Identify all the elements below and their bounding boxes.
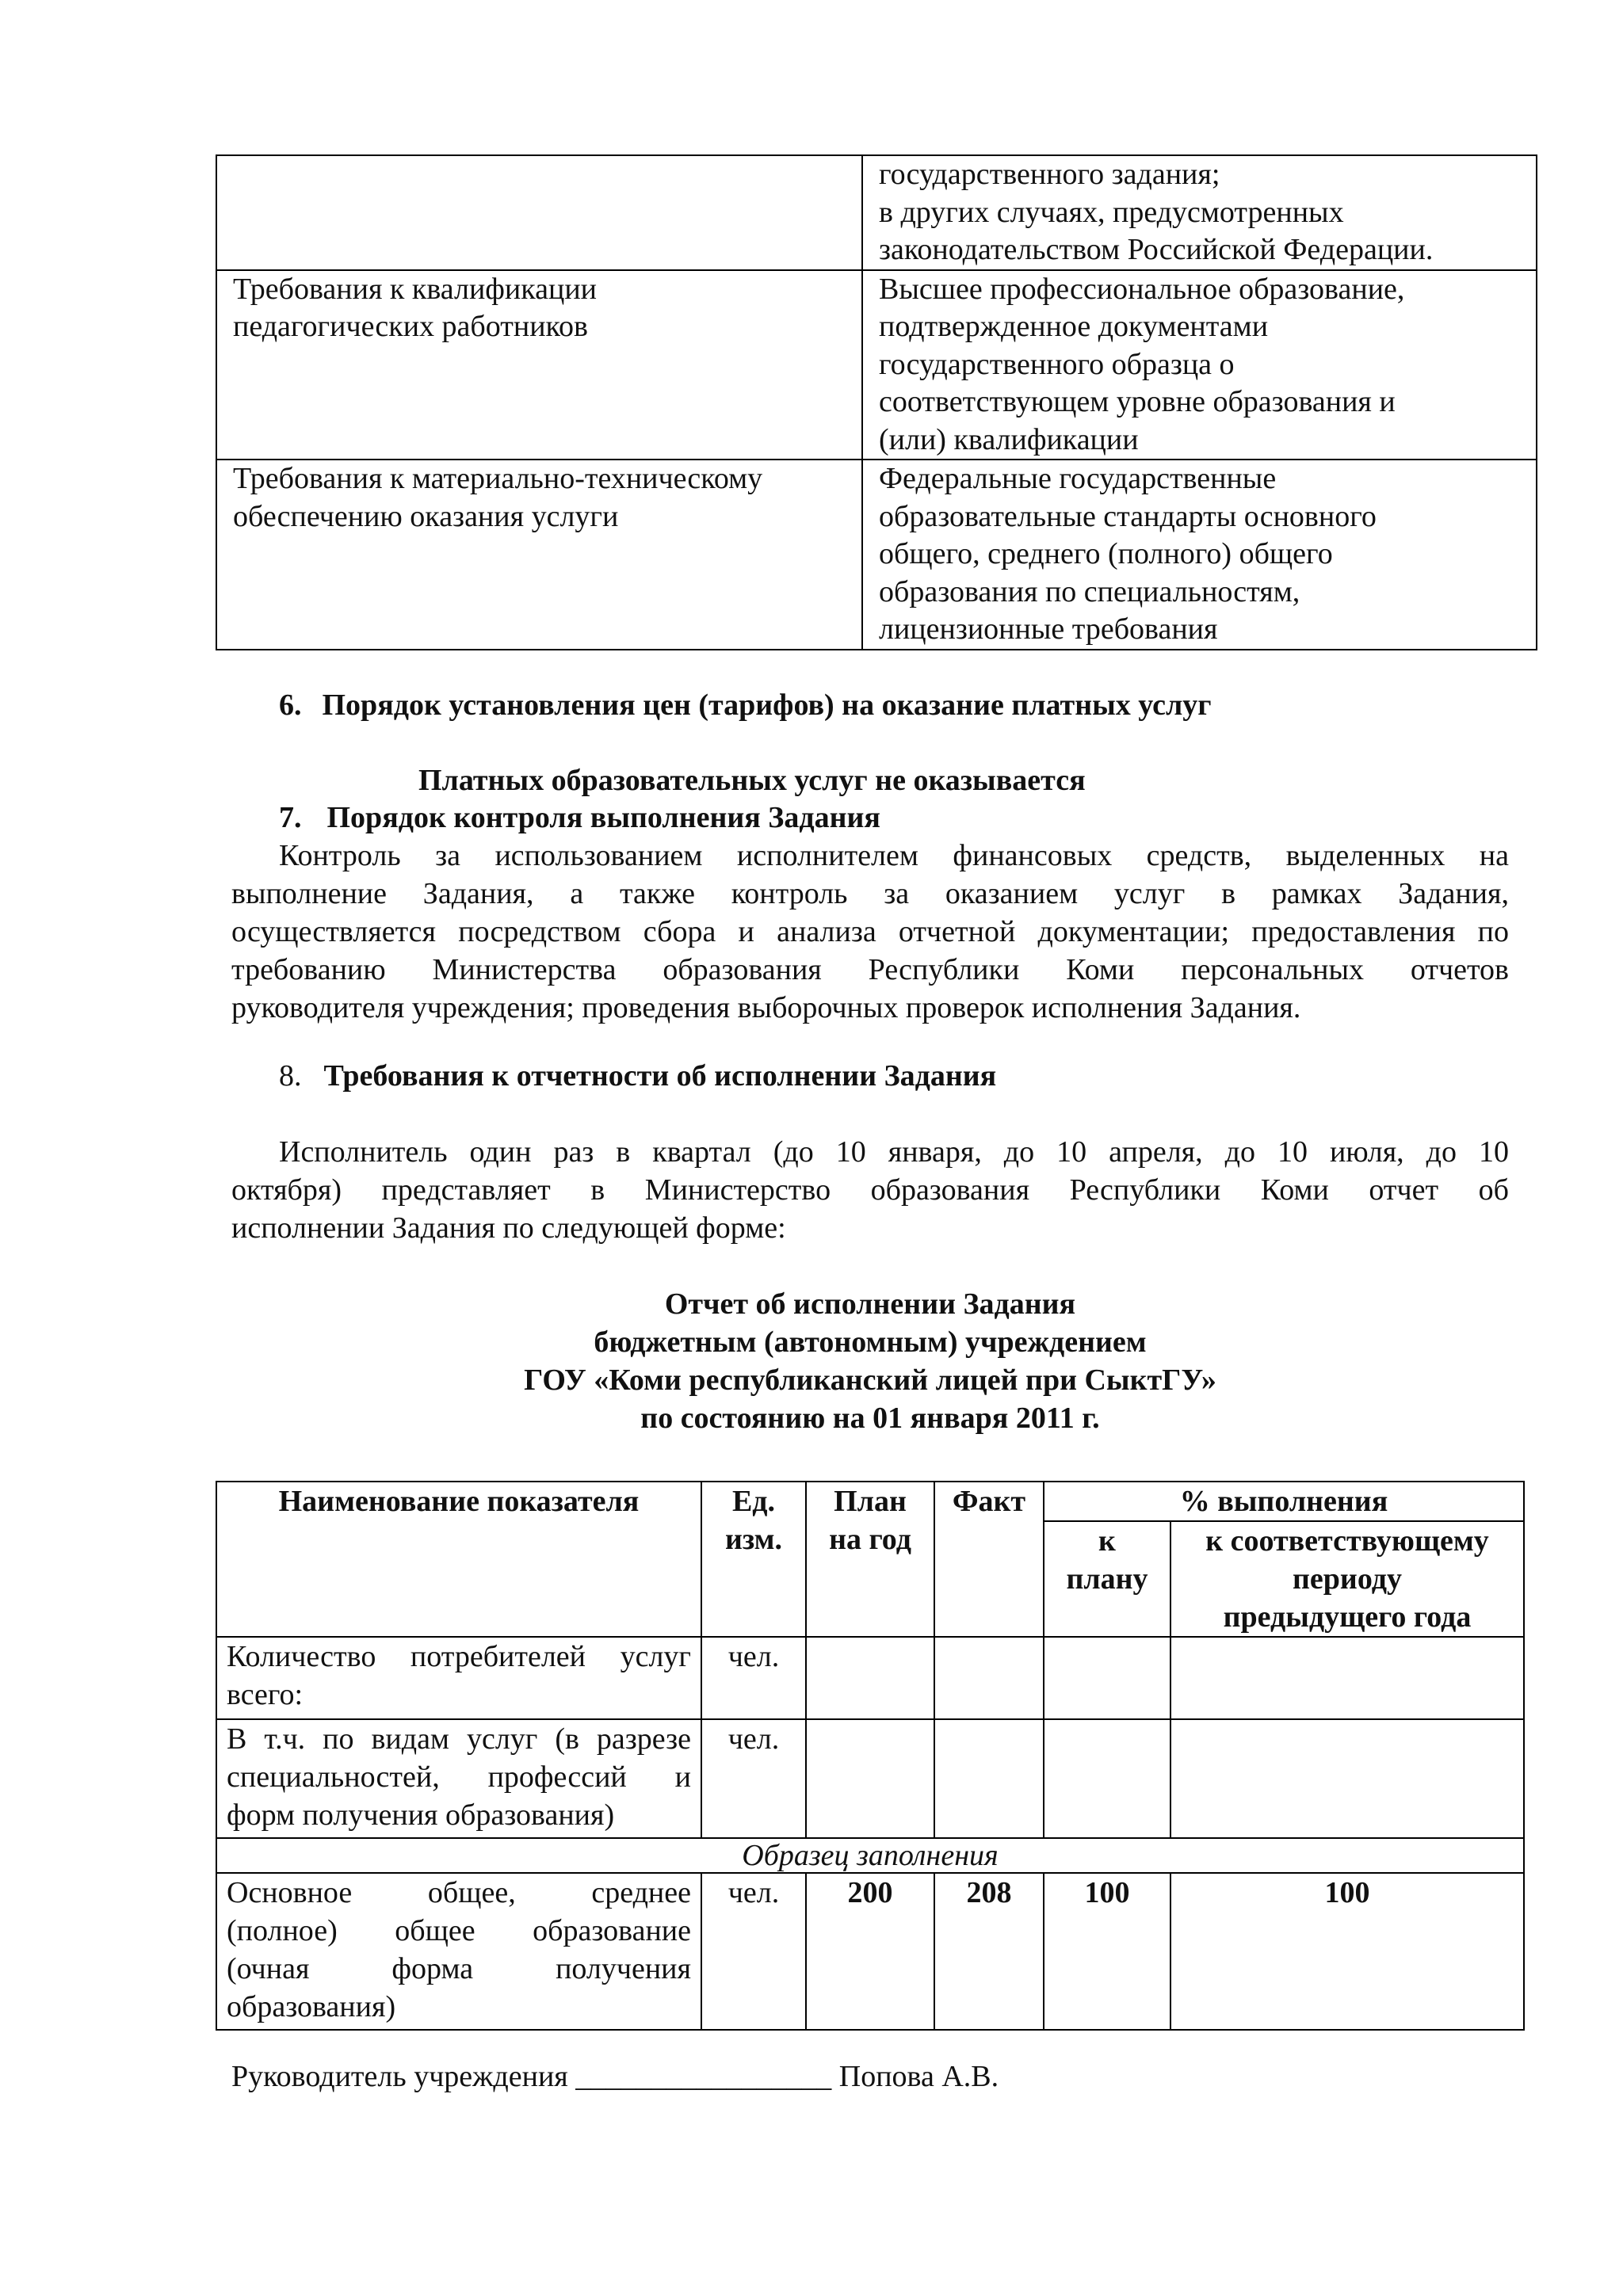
to-previous-year-cell — [1170, 1637, 1524, 1719]
header-plan: План на год — [806, 1482, 934, 1637]
plan-cell — [806, 1637, 934, 1719]
requirement-label: Требования к материально-техническому обеспечению оказания услуги — [216, 460, 862, 650]
section-8-paragraph: Исполнитель один раз в квартал (до 10 января, до 10 апреля, до 10 июля, до 10 октября) представляет в Министерство образования Республики Коми отчет об исполнении Задания по следующей форме: — [231, 1135, 1509, 1245]
header-fact: Факт — [934, 1482, 1044, 1637]
to-previous-year-cell — [1170, 1719, 1524, 1838]
header-percent: % выполнения — [1044, 1482, 1524, 1521]
fact-cell — [934, 1637, 1044, 1719]
section-7-title: Порядок контроля выполнения Задания — [327, 801, 880, 834]
no-paid-services-note: Платных образовательных услуг не оказывается — [418, 764, 1086, 797]
sample-label-row — [216, 1838, 1524, 1873]
fact-cell — [934, 1719, 1044, 1838]
section-6-heading — [279, 686, 1212, 724]
plan-cell — [806, 1719, 934, 1838]
requirement-value: Федеральные государственные образовательные стандарты основного общего, среднего (полного) общего образования по специальностям, лицензионные требования — [862, 460, 1537, 650]
to-plan-cell — [1044, 1719, 1170, 1838]
unit-cell: чел. — [701, 1719, 806, 1838]
to-previous-year-cell: 100 — [1170, 1873, 1524, 2030]
unit-cell: чел. — [701, 1637, 806, 1719]
to-plan-cell: 100 — [1044, 1873, 1170, 2030]
section-6-number: 6. — [279, 688, 302, 722]
requirement-value: Высшее профессиональное образование, подтвержденное документами государственного образца о соответствующем уровне образования и (или) квалификации — [862, 270, 1537, 460]
requirement-value: государственного задания; в других случаях, предусмотренных законодательством Российской Федерации. — [862, 155, 1537, 270]
header-unit: Ед. изм. — [701, 1482, 806, 1637]
table-row — [216, 1637, 1524, 1719]
table-row — [216, 1873, 1524, 2030]
unit-cell: чел. — [701, 1873, 806, 2030]
header-to-plan: к плану — [1044, 1521, 1170, 1637]
section-6-title: Порядок установления цен (тарифов) на оказание платных услуг — [322, 688, 1212, 722]
requirements-table — [216, 154, 1537, 650]
table-row — [216, 460, 1537, 650]
table-row — [216, 270, 1537, 460]
table-row — [216, 1719, 1524, 1838]
plan-cell: 200 — [806, 1873, 934, 2030]
signature-label: Руководитель учреждения — [231, 2060, 568, 2093]
section-8-number: 8. — [279, 1059, 302, 1093]
requirement-label: Требования к квалификации педагогических работников — [216, 270, 862, 460]
table-header-row — [216, 1482, 1524, 1521]
indicator-name: Основное общее, среднее (полное) общее образование (очная форма получения образования) — [216, 1873, 701, 2030]
signature-line — [231, 2058, 999, 2096]
indicator-name: Количество потребителей услуг всего: — [216, 1637, 701, 1719]
section-8-title: Требования к отчетности об исполнении Задания — [323, 1059, 997, 1093]
requirement-label — [216, 155, 862, 270]
report-title: Отчет об исполнении Задания бюджетным (автономным) учреждением ГОУ «Коми республиканский лицей при СыктГУ» по состоянию на 01 января 2011 г. — [524, 1287, 1216, 1435]
to-plan-cell — [1044, 1637, 1170, 1719]
fact-cell: 208 — [934, 1873, 1044, 2030]
report-table — [216, 1481, 1525, 2031]
table-row — [216, 155, 1537, 270]
section-7-number: 7. — [279, 801, 302, 834]
signatory-name: Попова А.В. — [838, 2060, 999, 2093]
header-to-previous-year: к соответствующему периоду предыдущего года — [1170, 1521, 1524, 1637]
indicator-name: В т.ч. по видам услуг (в разрезе специальностей, профессий и форм получения образования) — [216, 1719, 701, 1838]
section-7-heading — [279, 799, 880, 837]
sample-label: Образец заполнения — [216, 1838, 1524, 1873]
section-8-heading — [279, 1057, 996, 1095]
header-indicator-name: Наименование показателя — [216, 1482, 701, 1637]
signature-blank: _________________ — [575, 2060, 832, 2093]
section-7-paragraph: Контроль за использованием исполнителем финансовых средств, выделенных на выполнение Задания, а также контроль за оказанием услуг в рамках Задания, осуществляется посредством сбора и анализа отчетной документации; предоставления по требованию Министерства образования Республики Коми персональных отчетов руководителя учреждения; проведения выборочных проверок исполнения Задания. — [231, 839, 1509, 1024]
